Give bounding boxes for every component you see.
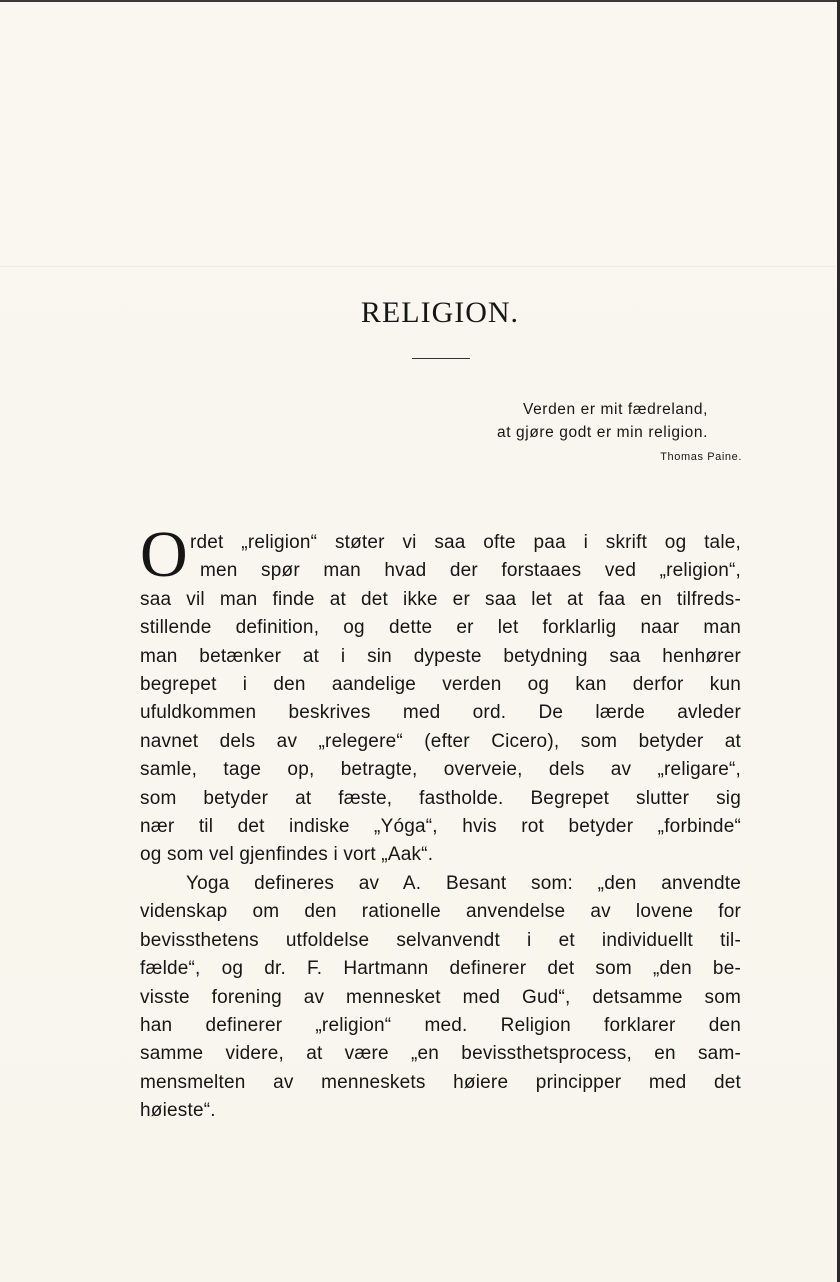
paragraph-1-line: stillende definition, og dette er let forklarlig naar man [140,617,741,639]
body-text [140,529,741,1126]
paragraph-1-line: nær til det indiske „Yóga“, hvis rot betyder „forbinde“ [140,816,741,838]
epigraph [497,398,742,469]
epigraph-line-1: Verden er mit fædreland, [523,401,708,418]
paragraph-2-line: fælde“, og dr. F. Hartmann definerer det som „den be- [140,958,741,980]
paragraph-2-line: mensmelten av menneskets høiere principper med det [140,1071,741,1093]
paragraph-2-line: samme videre, at være „en bevissthetsprocess, en sam- [140,1043,741,1065]
paragraph-2-line: han definerer „religion“ med. Religion forklarer den [140,1014,741,1036]
paragraph-1-line: ufuldkommen beskrives med ord. De lærde avleder [140,702,741,724]
drop-cap: O [140,518,188,591]
epigraph-line-2: at gjøre godt er min religion. [497,424,708,441]
paragraph-1-line: som betyder at fæste, fastholde. Begrepet slutter sig [140,787,741,809]
paragraph-2-line: Yoga defineres av A. Besant som: „den anvendte [186,872,741,894]
paragraph-1-line: saa vil man finde at det ikke er saa let at faa en tilfreds- [140,588,741,610]
paragraph-2-line: visste forening av mennesket med Gud“, detsamme som [140,986,741,1008]
paragraph-2-line: bevissthetens utfoldelse selvanvendt i et individuellt til- [140,929,741,951]
page-title: RELIGION. [360,296,520,329]
page-fold-line [0,266,836,267]
paragraph-1-line: man betænker at i sin dypeste betydning saa henhører [140,645,741,667]
paragraph-2-line: videnskap om den rationelle anvendelse av lovene for [140,901,741,923]
paragraph-1-line: men spør man hvad der forstaaes ved „religion“, [200,560,741,582]
paragraph-1-line: og som vel gjenfindes i vort „Aak“. [140,844,434,866]
paragraph-1-line: begrepet i den aandelige verden og kan derfor kun [140,674,741,696]
epigraph-author: Thomas Paine. [660,451,742,463]
paragraph-2-line: høieste“. [140,1100,216,1122]
paragraph-1-line: samle, tage op, betragte, overveie, dels av „religare“, [140,759,741,781]
title-divider [412,358,470,359]
paragraph-1-line: navnet dels av „relegere“ (efter Cicero), som betyder at [140,730,741,752]
paragraph-1-line: rdet „religion“ støter vi saa ofte paa i skrift og tale, [190,532,741,553]
